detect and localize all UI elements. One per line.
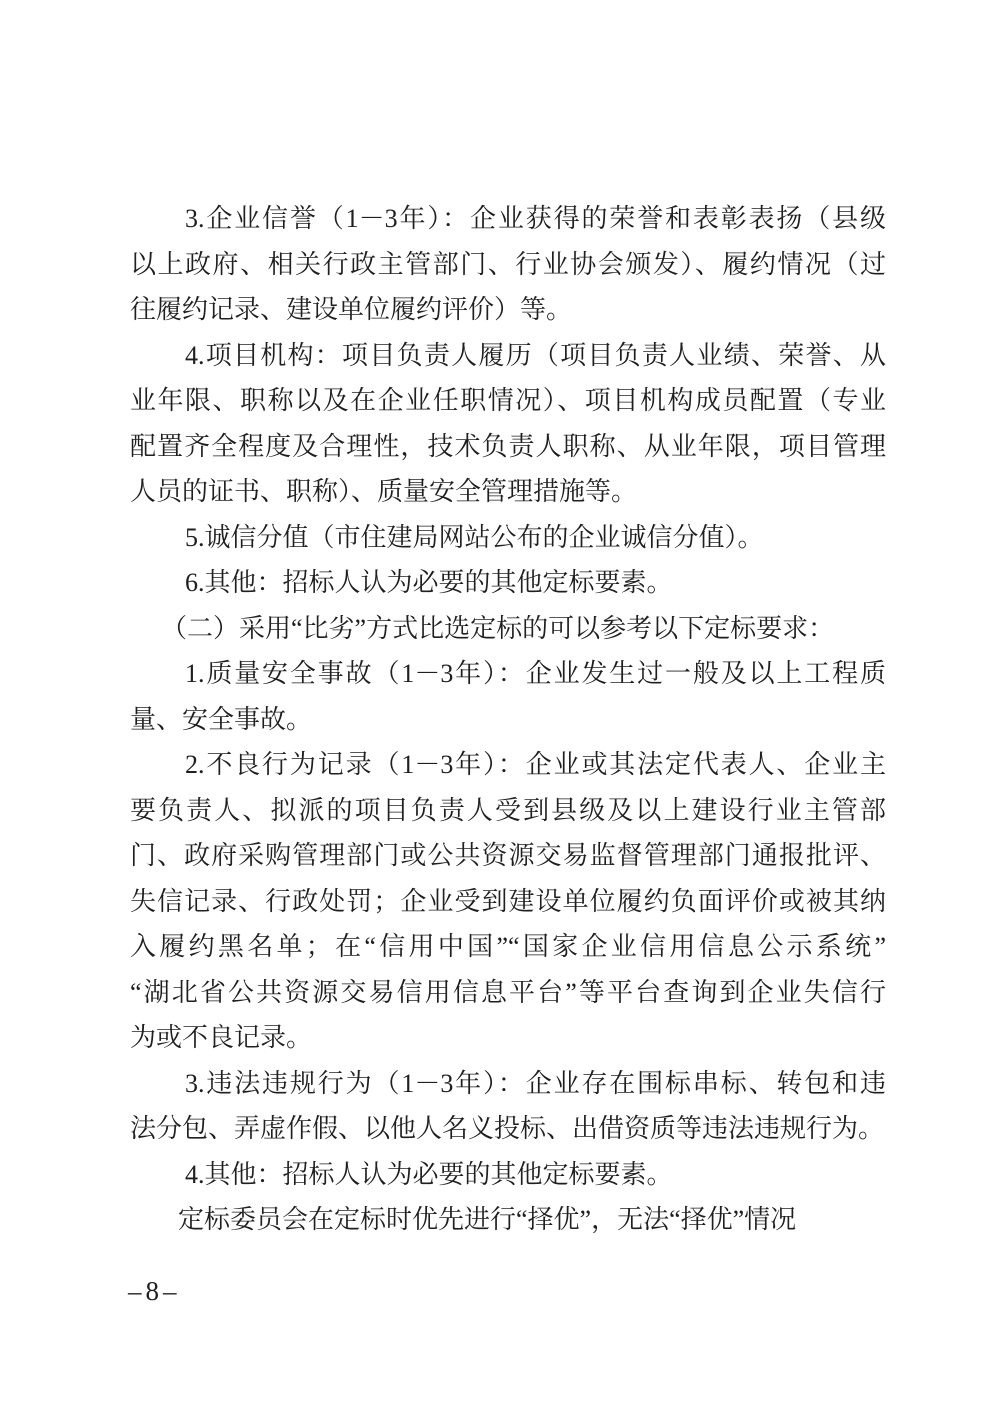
document-line: 3.企业信誉（1－3年）：企业获得的荣誉和表彰表扬（县级 — [185, 204, 886, 233]
document-line: 6.其他：招标人认为必要的其他定标要素。 — [185, 568, 673, 597]
paragraph — [130, 515, 886, 561]
document-line: 量、安全事故。 — [130, 704, 313, 734]
document-line: 要负责人、拟派的项目负责人受到县级及以上建设行业主管部 — [130, 795, 886, 825]
document-line: 5.诚信分值（市住建局网站公布的企业诚信分值）。 — [185, 522, 764, 552]
document-line: 法分包、弄虚作假、以他人名义投标、出借资质等违法违规行为。 — [130, 1114, 885, 1143]
document-line: 定标委员会在定标时优先进行“择优”，无法“择优”情况 — [178, 1205, 797, 1234]
document-line: 2.不良行为记录（1－3年）：企业或其法定代表人、企业主 — [185, 750, 886, 779]
paragraph — [130, 560, 886, 606]
paragraph — [130, 742, 886, 1061]
document-line: 入履约黑名单；在“信用中国”“国家企业信用信息公示系统” — [130, 932, 886, 961]
document-line: 1.质量安全事故（1－3年）：企业发生过一般及以上工程质 — [185, 659, 886, 688]
document-line: 门、政府采购管理部门或公共资源交易监督管理部门通报批评、 — [130, 841, 886, 870]
document-line: “湖北省公共资源交易信用信息平台”等平台查询到企业失信行 — [130, 977, 886, 1007]
paragraph — [130, 1197, 886, 1243]
document-line: 4.其他：招标人认为必要的其他定标要素。 — [185, 1159, 673, 1189]
document-line: 配置齐全程度及合理性，技术负责人职称、从业年限，项目管理 — [130, 431, 886, 461]
document-line: 为或不良记录。 — [130, 1023, 313, 1052]
document-line: 往履约记录、建设单位履约评价）等。 — [130, 295, 573, 324]
page-number: –8– — [128, 1276, 181, 1306]
paragraph — [130, 651, 886, 742]
paragraph — [130, 1152, 886, 1198]
document-line: （二）采用“比劣”方式比选定标的可以参考以下定标要求： — [161, 613, 835, 643]
document-line: 业年限、职称以及在企业任职情况）、项目机构成员配置（专业 — [130, 386, 886, 415]
paragraph — [130, 1061, 886, 1152]
paragraph — [130, 606, 886, 652]
document-line: 失信记录、行政处罚；企业受到建设单位履约负面评价或被其纳 — [130, 886, 886, 916]
document-body — [130, 196, 886, 1243]
paragraph — [130, 196, 886, 333]
document-line: 以上政府、相关行政主管部门、行业协会颁发）、履约情况（过 — [130, 249, 886, 279]
document-line: 4.项目机构：项目负责人履历（项目负责人业绩、荣誉、从 — [185, 340, 886, 370]
document-line: 人员的证书、职称）、质量安全管理措施等。 — [130, 477, 638, 506]
document-line: 3.违法违规行为（1－3年）：企业存在围标串标、转包和违 — [185, 1068, 886, 1098]
paragraph — [130, 333, 886, 515]
